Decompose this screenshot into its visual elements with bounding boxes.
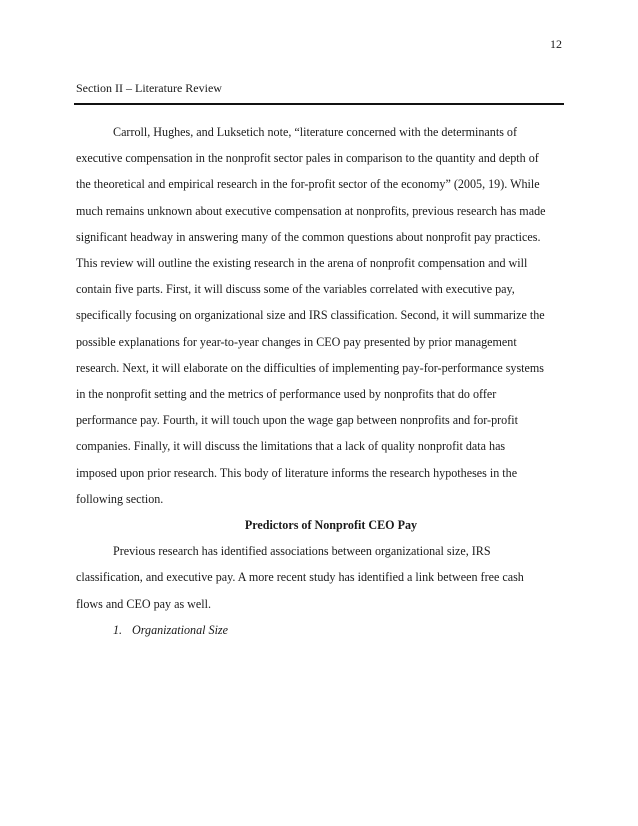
paragraph-line: Previous research has identified associations between organizational size, IRS	[113, 544, 491, 559]
paragraph-line: executive compensation in the nonprofit sector pales in comparison to the quantity and depth of	[76, 151, 539, 166]
paragraph-line: This review will outline the existing research in the arena of nonprofit compensation and will	[76, 256, 528, 271]
paragraph-line: research. Next, it will elaborate on the difficulties of implementing pay-for-performance systems	[76, 360, 545, 375]
subsection-title: Organizational Size	[132, 622, 229, 637]
section-heading: Predictors of Nonprofit CEO Pay	[244, 518, 418, 533]
paragraph-line: imposed upon prior research. This body of literature informs the research hypotheses in the	[76, 465, 518, 480]
paragraph-line: much remains unknown about executive compensation at nonprofits, previous research has made	[76, 203, 546, 218]
paragraph-line: in the nonprofit setting and the metrics of performance used by nonprofits that do offer	[76, 387, 497, 402]
section-header: Section II – Literature Review	[76, 81, 222, 95]
paragraph-line: Carroll, Hughes, and Luksetich note, “literature concerned with the determinants of	[113, 125, 517, 139]
paragraph-line: performance pay. Fourth, it will touch upon the wage gap between nonprofits and for-profit	[76, 413, 518, 428]
paragraph-line: classification, and executive pay. A more recent study has identified a link between free cash	[76, 570, 524, 585]
subsection-number: 1.	[113, 622, 123, 637]
paragraph-predictors	[76, 538, 566, 617]
paragraph-intro	[76, 119, 566, 512]
paragraph-line: contain five parts. First, it will discuss some of the variables correlated with executive pay,	[76, 282, 515, 297]
header-divider	[74, 103, 564, 105]
paragraph-line: significant headway in answering many of the common questions about nonprofit pay practices.	[76, 229, 541, 244]
paragraph-line: possible explanations for year-to-year changes in CEO pay presented by prior management	[76, 334, 517, 349]
paragraph-line: companies. Finally, it will discuss the limitations that a lack of quality nonprofit data has	[76, 439, 506, 454]
paragraph-line: the theoretical and empirical research in the for-profit sector of the economy” (2005, 19). While	[76, 177, 540, 192]
paragraph-line: flows and CEO pay as well.	[76, 596, 212, 611]
paragraph-line: specifically focusing on organizational size and IRS classification. Second, it will summarize the	[76, 308, 545, 323]
body-text	[76, 119, 566, 643]
subsection-heading	[76, 617, 566, 643]
paragraph-line: following section.	[76, 491, 164, 506]
page-number: 12	[550, 37, 562, 51]
